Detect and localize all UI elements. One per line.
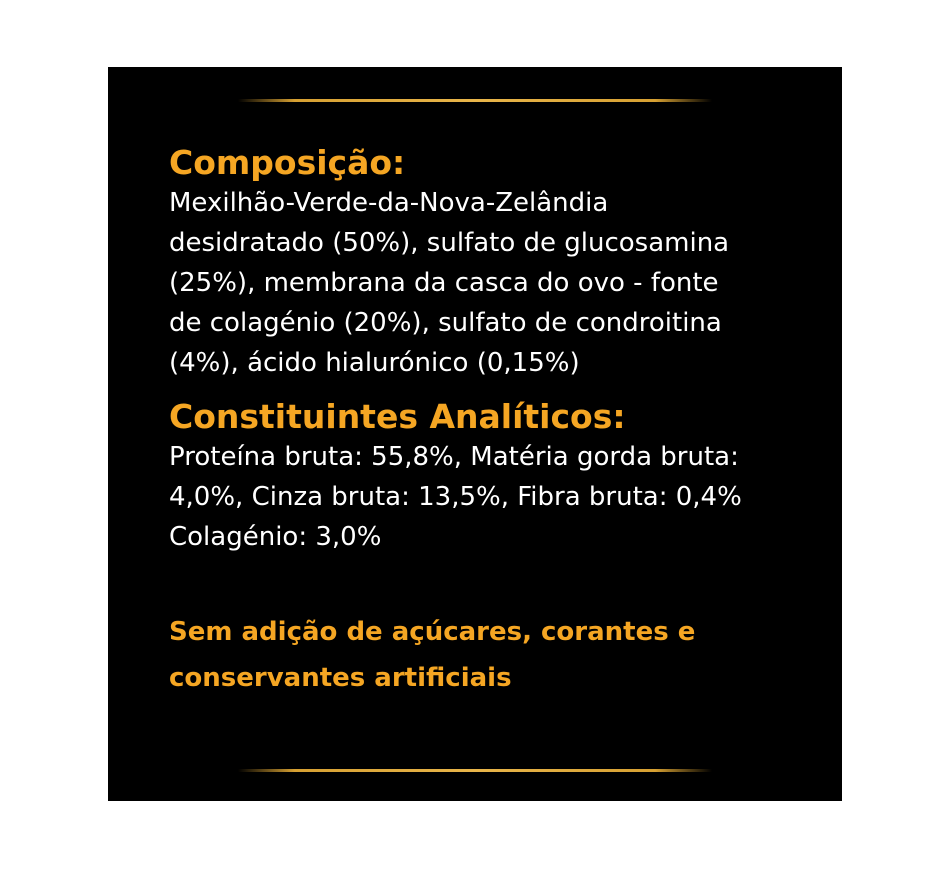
label-panel — [108, 67, 842, 801]
label-content — [169, 143, 829, 701]
no-additives-claim — [169, 609, 829, 701]
composition-section — [169, 143, 829, 383]
composition-heading: Composição: — [169, 143, 406, 182]
analytical-section — [169, 397, 829, 557]
composition-line: (25%), membrana da casca do ovo - fonte — [169, 268, 719, 298]
composition-text — [169, 183, 829, 383]
composition-line: Mexilhão-Verde-da-Nova-Zelândia — [169, 188, 609, 218]
analytical-line: 4,0%, Cinza bruta: 13,5%, Fibra bruta: 0,4% — [169, 482, 742, 512]
composition-line: (4%), ácido hialurónico (0,15%) — [169, 348, 580, 378]
claim-line: conservantes artificiais — [169, 663, 512, 693]
analytical-line: Colagénio: 3,0% — [169, 522, 382, 552]
claim-line: Sem adição de açúcares, corantes e — [169, 617, 696, 647]
composition-line: desidratado (50%), sulfato de glucosamina — [169, 228, 730, 258]
analytical-heading: Constituintes Analíticos: — [169, 397, 626, 436]
composition-line: de colagénio (20%), sulfato de condroitina — [169, 308, 722, 338]
analytical-line: Proteína bruta: 55,8%, Matéria gorda bruta: — [169, 442, 739, 472]
analytical-text — [169, 437, 829, 557]
top-gold-divider — [238, 99, 712, 102]
bottom-gold-divider — [238, 769, 712, 772]
